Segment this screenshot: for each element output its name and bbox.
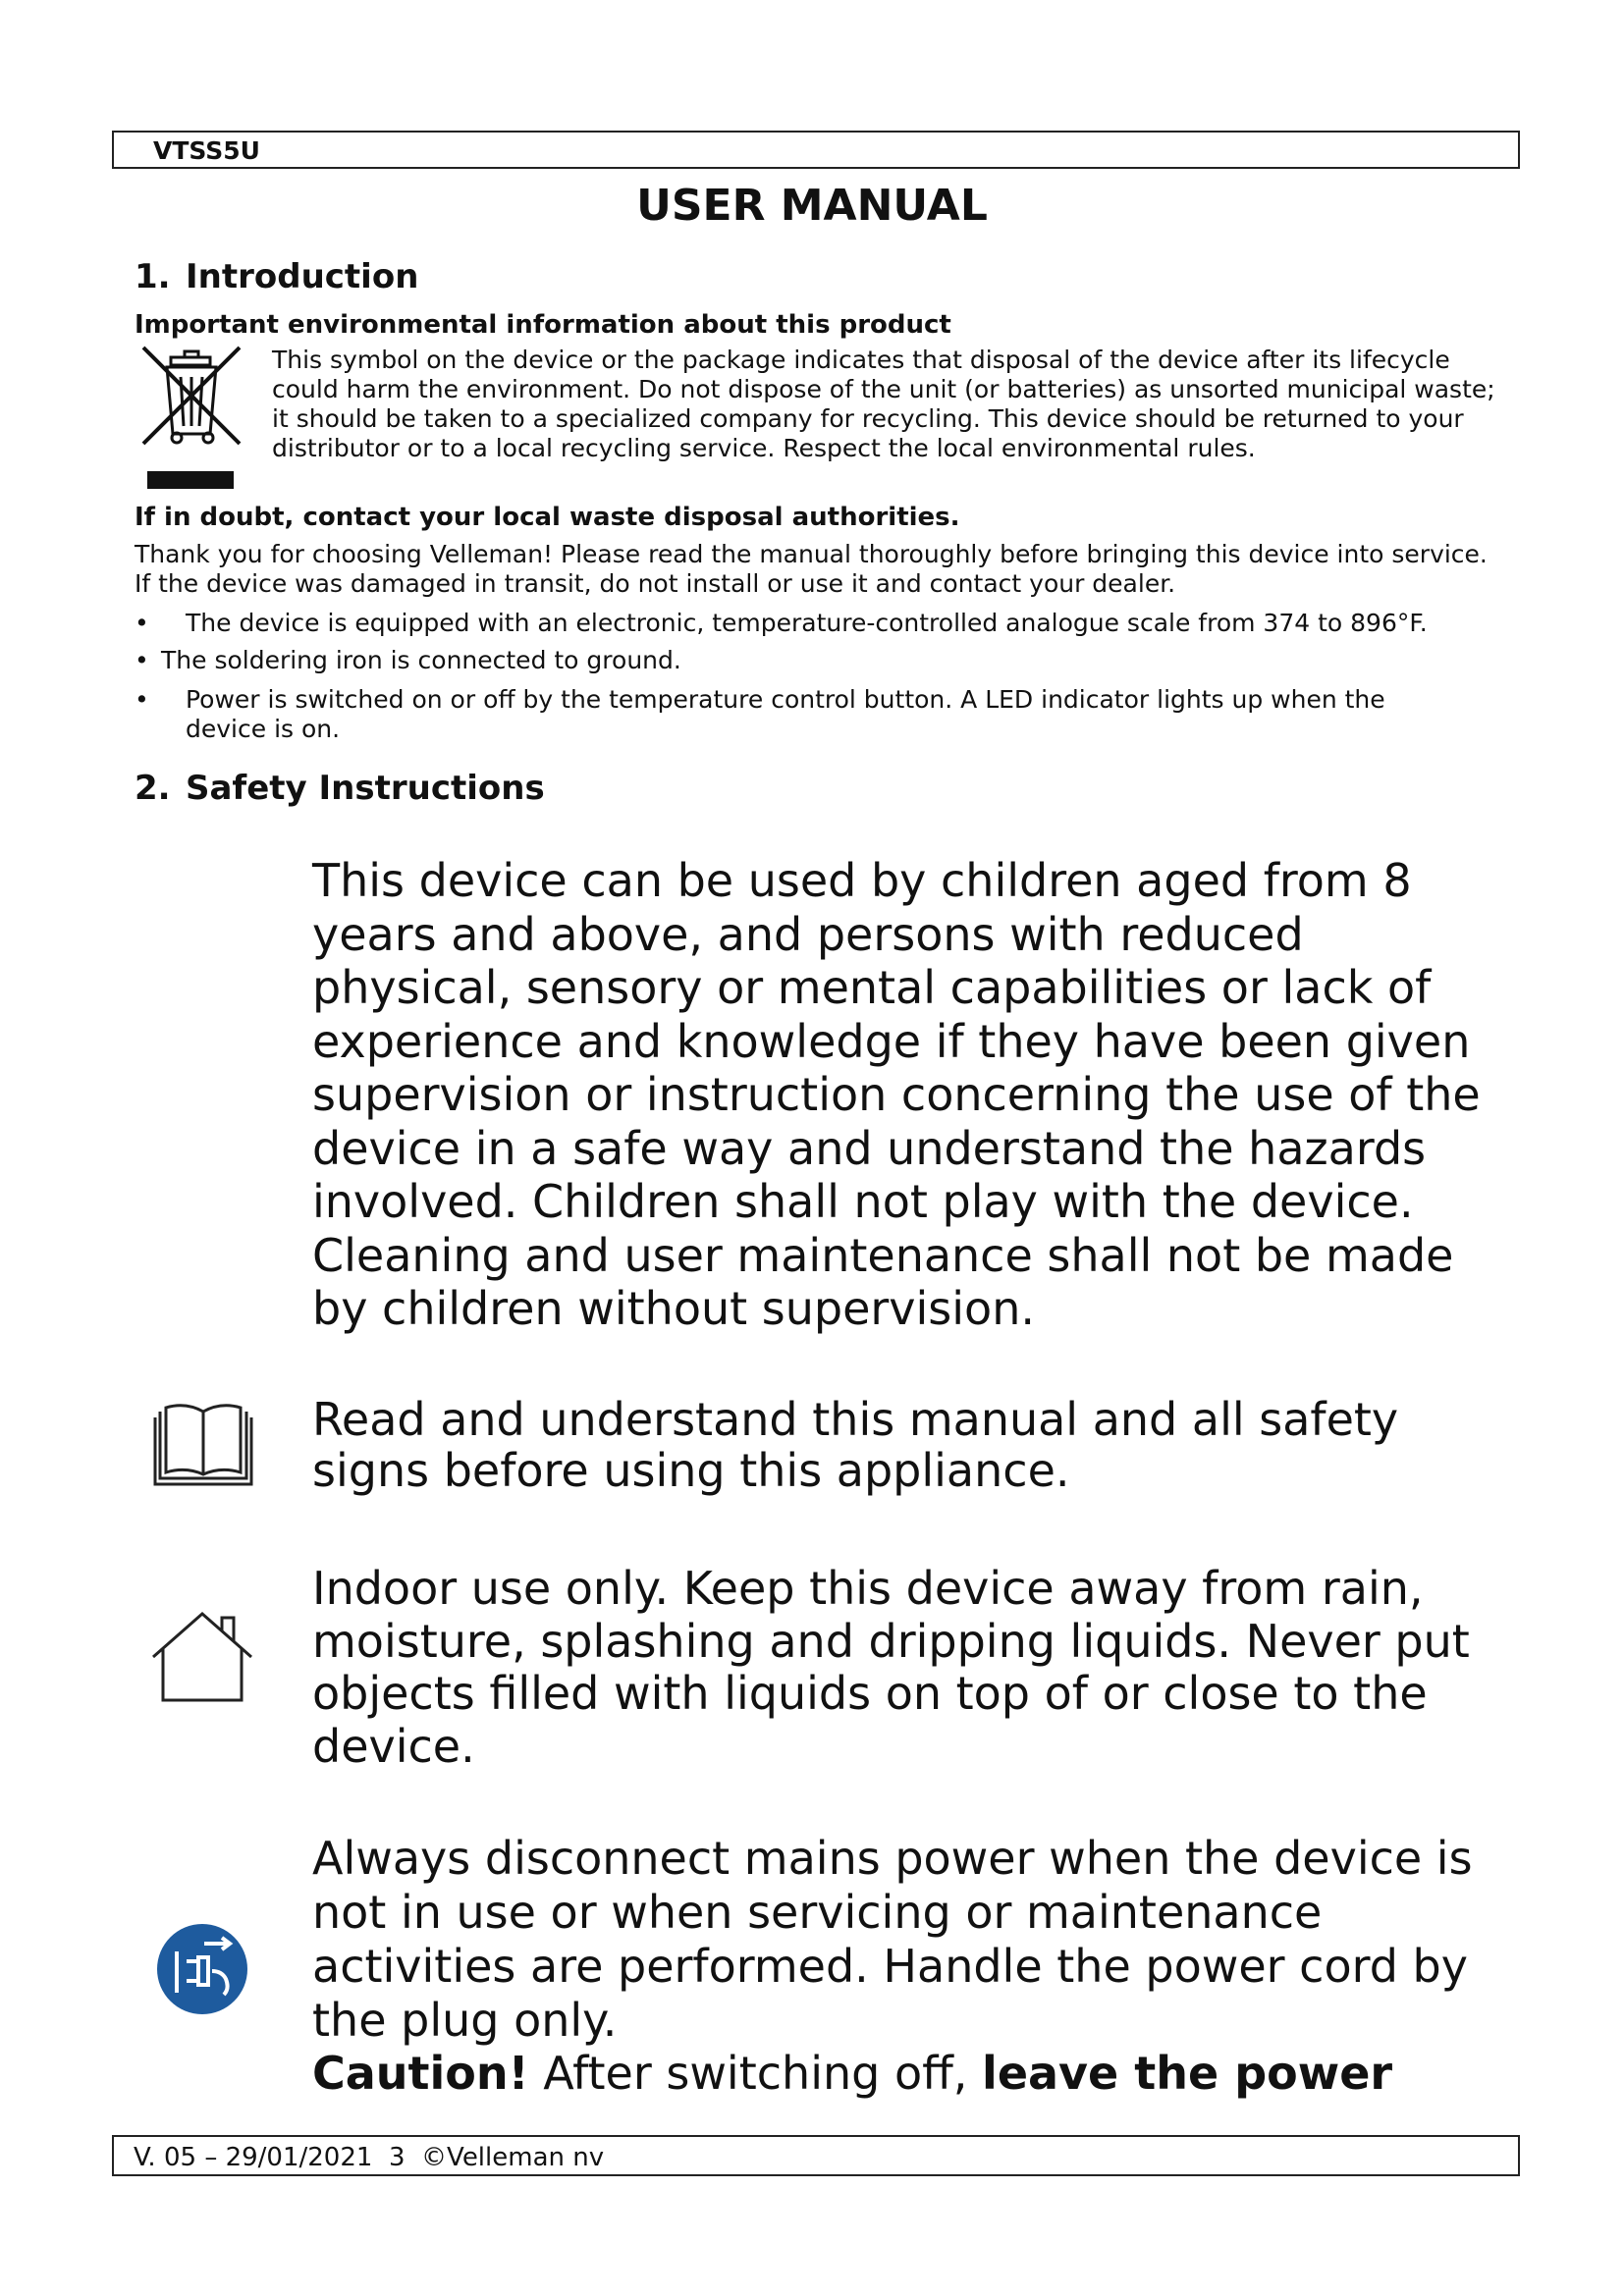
bullet-dot: • — [135, 646, 149, 674]
caution-emphasis: leave the power — [982, 2047, 1393, 2100]
bullet-dot: • — [135, 685, 149, 714]
caution-label: Caution! — [312, 2047, 529, 2100]
model-number: VTSS5U — [153, 136, 260, 165]
section-1-number: 1. — [135, 257, 171, 296]
footer-line — [134, 2143, 604, 2172]
disconnect-mains-icon — [155, 1922, 249, 2016]
footer-page-number: 3 — [388, 2143, 406, 2172]
page-title: USER MANUAL — [636, 181, 988, 231]
indoor-house-icon — [149, 1610, 255, 1704]
section-2-number: 2. — [135, 769, 171, 808]
bullet-dot: • — [135, 609, 149, 637]
environment-text: This symbol on the device or the package indicates that disposal of the device after its lifecycle could harm the environment. Do not dispose of the unit (or batteries) as unsorted municipal waste; it should be taken to a specialized company for recycling. This device should be returned to your distributor or to a local recycling service. Respect the local environmental rules. — [272, 346, 1495, 462]
safety-disconnect-text: Always disconnect mains power when the device is not in use or when servicing or maintenance activities are performed. Handle the power cord by the plug only. — [312, 1832, 1473, 2047]
bullet-item — [135, 646, 1496, 675]
section-1-heading — [135, 257, 418, 296]
footer-copyright: ©Velleman nv — [421, 2143, 605, 2172]
header-box — [112, 131, 1520, 169]
section-2-title: Safety Instructions — [186, 769, 545, 808]
section-1-title: Introduction — [186, 257, 419, 296]
safety-children-text: This device can be used by children aged from 8 years and above, and persons with reduced physical, sensory or mental capabilities or lack of experience and knowledge if they have been given supervision or instruction concerning the use of the device in a safe way and understand the hazards involved. Children shall not play with the device. Cleaning and user maintenance shall not be made by children without supervision. — [312, 854, 1481, 1335]
caution-text: After switching off, — [528, 2047, 983, 2100]
bullet-item — [135, 609, 1521, 638]
bullet-text: The device is equipped with an electronic, temperature-controlled analogue scale from 374 to 896°F. — [186, 609, 1428, 637]
footer-box — [112, 2135, 1520, 2176]
weee-bin-icon — [137, 344, 245, 493]
bullet-item — [135, 685, 1462, 744]
section-2-heading — [135, 769, 545, 808]
environment-doubt: If in doubt, contact your local waste disposal authorities. — [135, 503, 960, 532]
read-manual-icon — [152, 1402, 254, 1486]
thank-you-text: Thank you for choosing Velleman! Please read the manual thoroughly before bringing this device into service. If the device was damaged in transit, do not install or use it and contact your dealer. — [135, 540, 1488, 598]
bullet-text: The soldering iron is connected to ground. — [161, 646, 681, 674]
environment-heading: Important environmental information about this product — [135, 310, 951, 340]
footer-version: V. 05 – 29/01/2021 — [134, 2143, 373, 2172]
safety-indoor-text: Indoor use only. Keep this device away from rain, moisture, splashing and dripping liquids. Never put objects filled with liquids on top of or close to the device. — [312, 1562, 1470, 1773]
safety-manual-text: Read and understand this manual and all safety signs before using this appliance. — [312, 1393, 1399, 1497]
bullet-text: Power is switched on or off by the temperature control button. A LED indicator lights up when the device is on. — [186, 685, 1385, 743]
safety-caution-line — [312, 2047, 1490, 2100]
